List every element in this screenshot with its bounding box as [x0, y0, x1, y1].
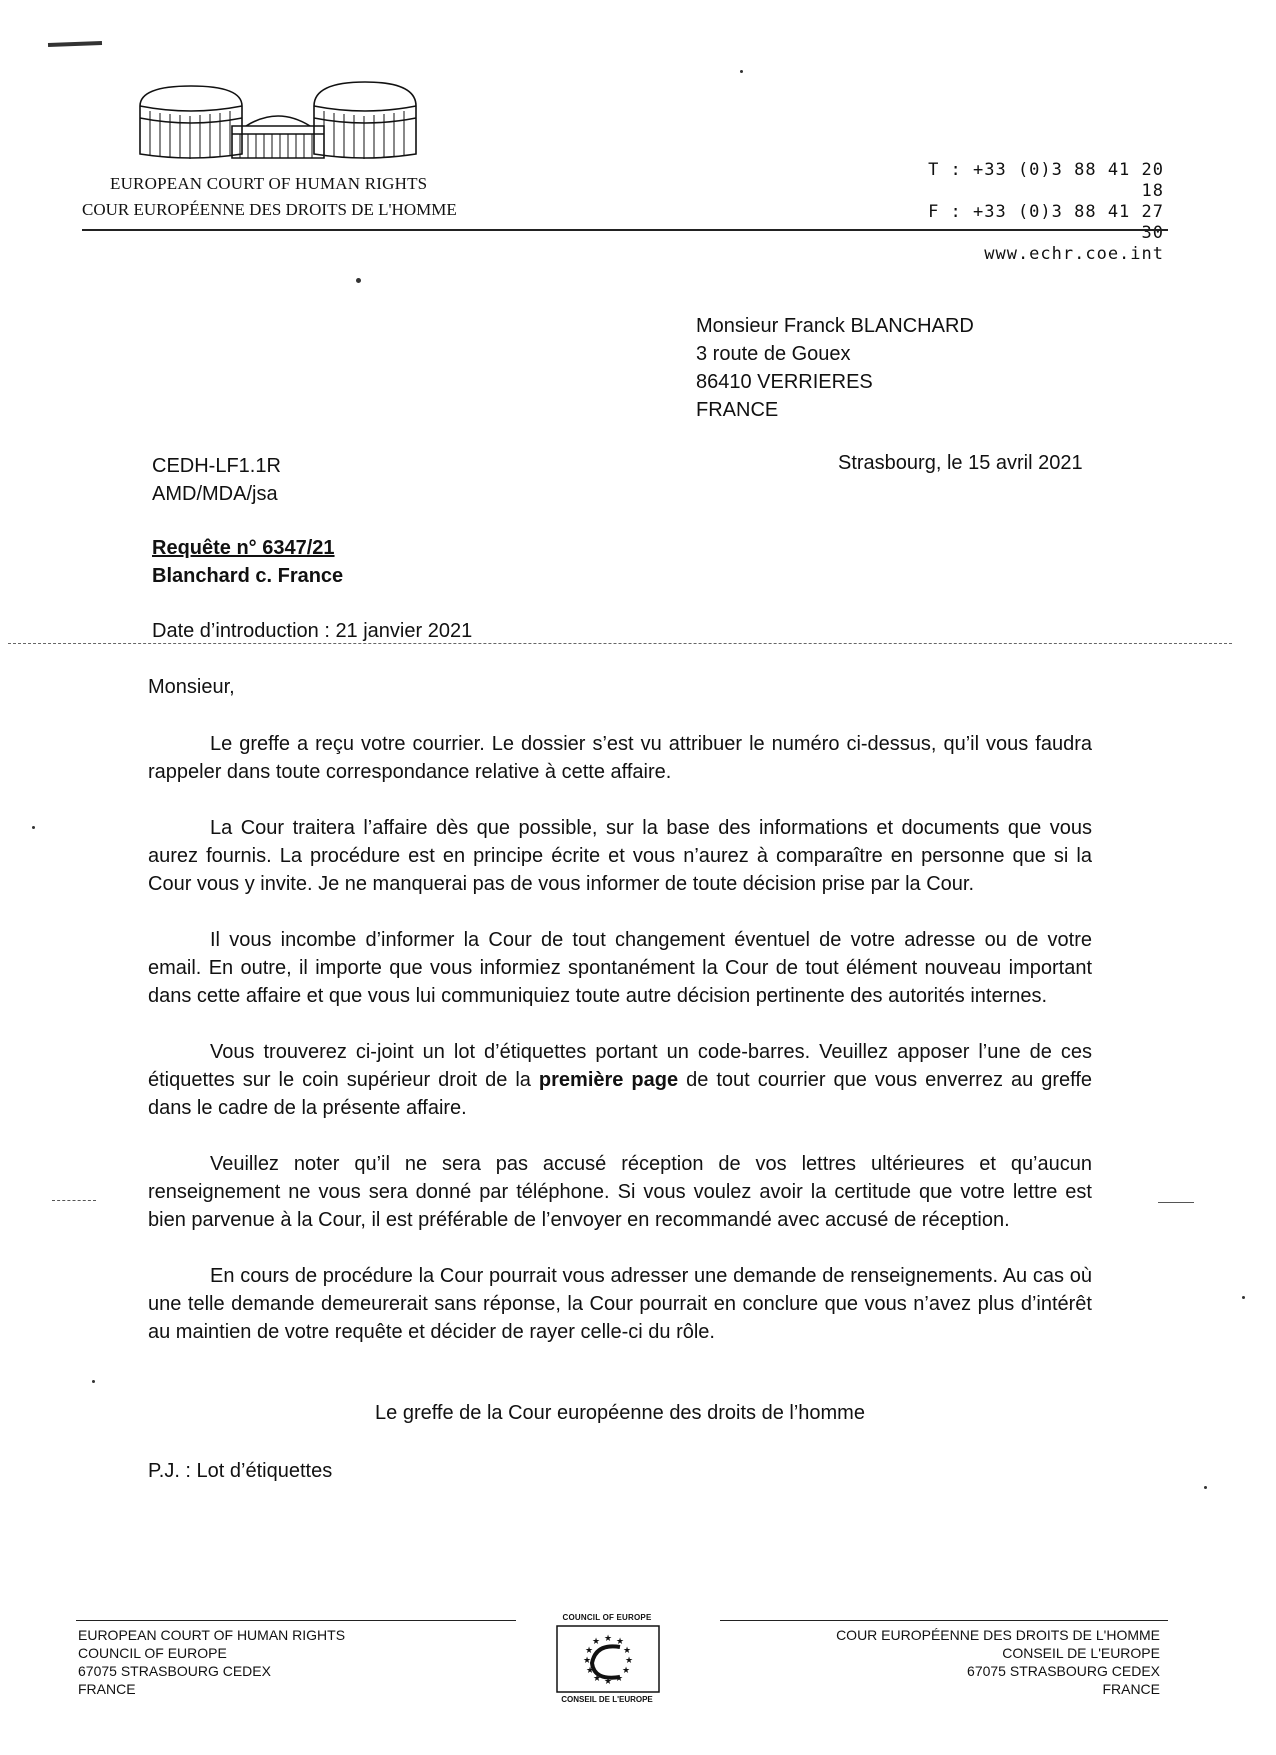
footer-line: CONSEIL DE L'EUROPE — [1002, 1645, 1160, 1661]
svg-text:★: ★ — [621, 1666, 631, 1676]
paragraph-text: Vous trouverez ci-joint un lot d’étiquettes portant un code-barres. Veuillez apposer l’une de ces étiquettes sur le coin supérieur droit de la — [148, 1041, 1092, 1091]
place-date: Strasbourg, le 15 avril 2021 — [838, 452, 1083, 474]
footer-line: COUNCIL OF EUROPE — [78, 1645, 227, 1661]
body-paragraph: En cours de procédure la Cour pourrait vous adresser une demande de renseignements. Au cas où une telle demande demeurerait sans réponse, la Cour pourrait en conclure que vous n’avez plus d’intérêt au maintien de votre requête et décider de rayer celle-ci du rôle. — [148, 1265, 1092, 1343]
body-paragraph — [148, 1038, 1092, 1122]
footer-address-en — [78, 1626, 345, 1698]
body-paragraph: Le greffe a reçu votre courrier. Le dossier s’est vu attribuer le numéro ci-dessus, qu’il vous faudra rappeler dans toute correspondance relative à cette affaire. — [148, 733, 1092, 783]
scan-mark — [1158, 1202, 1194, 1203]
body-paragraph: Il vous incombe d’informer la Cour de tout changement éventuel de votre adresse ou de votre email. En outre, il importe que vous informiez spontanément la Cour de tout élément nouveau important dans cette affaire et que vous lui communiquiez toute autre décision pertinente des autorités internes. — [148, 929, 1092, 1007]
footer-line: EUROPEAN COURT OF HUMAN RIGHTS — [78, 1627, 346, 1643]
header-divider — [82, 229, 1168, 231]
footer-line: FRANCE — [78, 1681, 136, 1697]
svg-text:★: ★ — [585, 1666, 595, 1676]
reference-block — [152, 452, 281, 508]
case-number: Requête n° 6347/21 — [152, 537, 335, 559]
introduction-date: Date d’introduction : 21 janvier 2021 — [152, 620, 473, 642]
body-paragraph: La Cour traitera l’affaire dès que possible, sur la base des informations et documents que vous aurez fournis. La procédure est en principe écrite et vous n’aurez à comparaître en personne que si la Cour vous y invite. Je ne manquerai pas de vous informer de toute décision prise par la Cour. — [148, 817, 1092, 895]
website-link[interactable]: www.echr.coe.int — [984, 244, 1164, 264]
footer-line: COUR EUROPÉENNE DES DROITS DE L'HOMME — [836, 1627, 1160, 1643]
salutation: Monsieur, — [148, 676, 235, 698]
addressee-line: FRANCE — [696, 399, 779, 421]
case-block — [152, 534, 343, 590]
footer-divider-left — [76, 1620, 516, 1621]
svg-text:★: ★ — [592, 1674, 602, 1684]
footer-line: FRANCE — [1102, 1681, 1160, 1697]
footer-divider-right — [720, 1620, 1168, 1621]
svg-text:★: ★ — [603, 1634, 613, 1644]
emphasis-text: première page — [538, 1069, 679, 1091]
court-building-icon — [136, 76, 420, 162]
court-name-en: EUROPEAN COURT OF HUMAN RIGHTS — [110, 174, 428, 193]
scan-speck — [92, 1380, 95, 1383]
svg-text:★: ★ — [591, 1637, 601, 1647]
signature-line: Le greffe de la Cour européenne des droits de l’homme — [375, 1402, 865, 1424]
addressee-line: 86410 VERRIERES — [696, 371, 873, 393]
enclosure-note: P.J. : Lot d’étiquettes — [148, 1460, 333, 1482]
fax-number: F : +33 (0)3 88 41 27 30 — [928, 202, 1164, 243]
scan-mark — [48, 41, 102, 47]
scan-mark — [52, 1200, 96, 1201]
body-paragraph: Veuillez noter qu’il ne sera pas accusé réception de vos lettres ultérieures et qu’aucun renseignement ne vous sera donné par téléphone. Si vous voulez avoir la certitude que votre lettre est bien parvenue à la Cour, il est préférable de l’envoyer en recommandé avec accusé de réception. — [148, 1153, 1092, 1231]
paragraph-text: de tout courrier que vous enverrez au greffe dans le cadre de la présente affaire. — [148, 1069, 1093, 1119]
case-name: Blanchard c. France — [152, 565, 344, 587]
scan-speck — [356, 278, 361, 283]
phone-number: T : +33 (0)3 88 41 20 18 — [928, 160, 1164, 201]
svg-text:★: ★ — [622, 1646, 632, 1656]
letter-body — [148, 730, 1092, 1374]
addressee-block — [696, 312, 974, 424]
footer-address-fr — [740, 1626, 1160, 1698]
scan-speck — [740, 70, 743, 73]
scan-speck — [32, 826, 35, 829]
svg-text:★: ★ — [614, 1674, 624, 1684]
court-name-fr: COUR EUROPÉENNE DES DROITS DE L'HOMME — [82, 200, 457, 219]
contact-block — [900, 160, 1164, 265]
scan-speck — [1242, 1296, 1245, 1299]
scan-fold-line — [8, 643, 1232, 644]
addressee-line: Monsieur Franck BLANCHARD — [696, 315, 974, 337]
svg-text:★: ★ — [584, 1646, 594, 1656]
scan-speck — [1204, 1486, 1207, 1489]
footer-line: 67075 STRASBOURG CEDEX — [967, 1663, 1160, 1679]
svg-text:★: ★ — [582, 1656, 592, 1666]
reference-initials: AMD/MDA/jsa — [152, 483, 278, 505]
svg-text:★: ★ — [624, 1656, 634, 1666]
svg-text:★: ★ — [615, 1637, 625, 1647]
reference-code: CEDH-LF1.1R — [152, 455, 281, 477]
coe-label-fr: CONSEIL DE L'EUROPE — [561, 1695, 653, 1704]
addressee-line: 3 route de Gouex — [696, 343, 851, 365]
council-of-europe-stars-icon — [556, 1625, 660, 1693]
svg-text:★: ★ — [603, 1677, 613, 1687]
coe-label-en: COUNCIL OF EUROPE — [562, 1613, 652, 1622]
footer-line: 67075 STRASBOURG CEDEX — [78, 1663, 271, 1679]
